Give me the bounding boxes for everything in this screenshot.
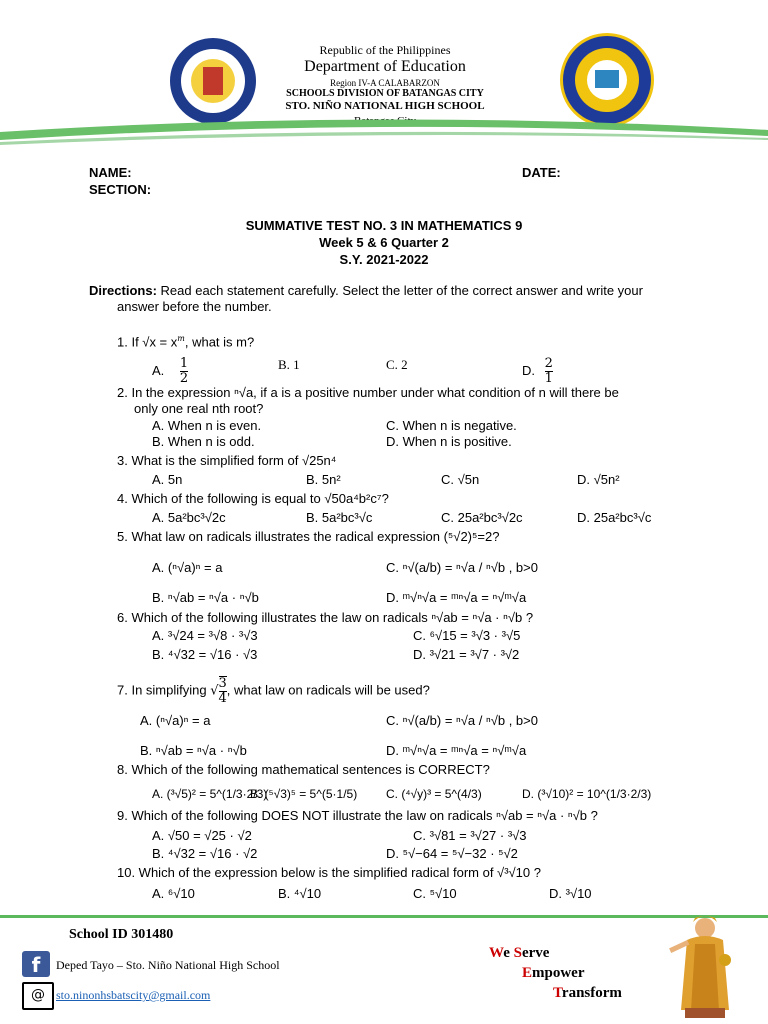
q7-option-d: D. ᵐ√ⁿ√a = ᵐⁿ√a = ⁿ√ᵐ√a — [386, 743, 527, 758]
name-label: NAME: — [89, 165, 132, 180]
q2-option-b: B. When n is odd. — [152, 434, 255, 449]
q4-option-b: B. 5a²bc³√c — [306, 510, 373, 525]
q4-option-a: A. 5a²bc³√2c — [152, 510, 226, 525]
q6-option-a: A. ³√24 = ³√8 · ³√3 — [152, 628, 258, 643]
footer-divider — [0, 915, 768, 918]
q3-option-a: A. 5n — [152, 472, 183, 487]
q4-option-d: D. 25a²bc³√c — [577, 510, 652, 525]
q9-option-d: D. ⁵√−64 = ⁵√−32 · ⁵√2 — [386, 846, 518, 861]
header-division: SCHOOLS DIVISION OF BATANGAS CITY — [286, 88, 484, 99]
q10-option-c: C. ⁵√10 — [413, 886, 457, 901]
q5-option-d: D. ᵐ√ⁿ√a = ᵐⁿ√a = ⁿ√ᵐ√a — [386, 590, 527, 605]
test-week: Week 5 & 6 Quarter 2 — [319, 235, 449, 250]
facebook-page[interactable]: Deped Tayo – Sto. Niño National High School — [56, 958, 280, 972]
question-2-line-2: only one real nth root? — [134, 401, 264, 416]
q10-option-a: A. ⁶√10 — [152, 886, 195, 901]
facebook-icon: f — [22, 951, 50, 977]
question-9: 9. Which of the following DOES NOT illustrate the law on radicals ⁿ√ab = ⁿ√a · ⁿ√b ? — [117, 808, 598, 823]
q9-option-a: A. √50 = √25 · √2 — [152, 828, 252, 843]
motto-line-3: Transform — [553, 985, 622, 1001]
directions — [89, 283, 709, 299]
motto-line-1: We Serve — [489, 945, 550, 961]
header-swoosh-divider — [0, 112, 768, 152]
q5-option-b: B. ⁿ√ab = ⁿ√a · ⁿ√b — [152, 590, 259, 605]
test-title: SUMMATIVE TEST NO. 3 IN MATHEMATICS 9 — [245, 218, 523, 233]
q6-option-b: B. ⁴√32 = √16 · √3 — [152, 647, 258, 662]
santo-nino-image — [665, 910, 745, 1020]
q1-option-b: B. 1 — [278, 357, 300, 372]
q2-option-c: C. When n is negative. — [386, 418, 517, 433]
question-6: 6. Which of the following illustrates the law on radicals ⁿ√ab = ⁿ√a · ⁿ√b ? — [117, 610, 534, 625]
q8-option-c: C. (⁴√y)³ = 5^(4/3) — [386, 787, 482, 801]
q8-option-b: B. (⁵√3)⁵ = 5^(5·1/5) — [250, 787, 358, 801]
question-7: 7. In simplifying √ $\frac{3}{4}$ , what law on radicals will be used? — [117, 676, 430, 706]
q6-option-c: C. ⁶√15 = ³√3 · ³√5 — [413, 628, 521, 643]
q2-option-a: A. When n is even. — [152, 418, 262, 433]
question-2-line-1: 2. In the expression ⁿ√a, if a is a positive number under what condition of n will there be — [117, 385, 619, 400]
question-5: 5. What law on radicals illustrates the radical expression (⁵√2)⁵=2? — [117, 529, 500, 544]
q7-option-a: A. (ⁿ√a)ⁿ = a — [140, 713, 211, 728]
school-id: School ID 301480 — [69, 927, 174, 942]
q2-option-d: D. When n is positive. — [386, 434, 512, 449]
directions-text-2: answer before the number. — [117, 299, 272, 314]
header-school: STO. NIÑO NATIONAL HIGH SCHOOL — [285, 100, 485, 112]
question-3: 3. What is the simplified form of √25n⁴ — [117, 453, 337, 468]
q3-option-c: C. √5n — [441, 472, 480, 487]
question-4: 4. Which of the following is equal to √50a⁴b²c⁷? — [117, 491, 389, 506]
date-label: DATE: — [522, 165, 561, 180]
q3-option-d: D. √5n² — [577, 472, 620, 487]
email-icon: @ — [22, 982, 54, 1010]
q10-option-b: B. ⁴√10 — [278, 886, 322, 901]
header-department: Department of Education — [304, 58, 466, 75]
q8-option-a: A. (³√5)² = 5^(1/3·2/3) — [152, 787, 268, 801]
header-republic: Republic of the Philippines — [319, 43, 451, 57]
q3-option-b: B. 5n² — [306, 472, 341, 487]
q9-option-c: C. ³√81 = ³√27 · ³√3 — [413, 828, 527, 843]
q5-option-a: A. (ⁿ√a)ⁿ = a — [152, 560, 223, 575]
q4-option-c: C. 25a²bc³√2c — [441, 510, 523, 525]
email-link[interactable]: sto.ninonhsbatscity@gmail.com — [56, 988, 211, 1002]
header-region: Region IV-A CALABARZON — [330, 78, 440, 88]
question-10: 10. Which of the expression below is the simplified radical form of √³√10 ? — [117, 865, 541, 880]
q1-option-a: A. $\frac{1}{2}$ — [152, 356, 189, 386]
question-1: 1. If $√x = x^m$, what is m? — [117, 334, 255, 350]
directions-label: Directions: — [89, 283, 157, 298]
q7-option-b: B. ⁿ√ab = ⁿ√a · ⁿ√b — [140, 743, 247, 758]
motto-line-2: Empower — [522, 965, 585, 981]
section-label: SECTION: — [89, 182, 152, 197]
q1-option-d: D. $\frac{2}{1}$ — [522, 356, 553, 386]
q5-option-c: C. ⁿ√(a/b) = ⁿ√a / ⁿ√b , b>0 — [386, 560, 538, 575]
q9-option-b: B. ⁴√32 = √16 · √2 — [152, 846, 258, 861]
directions-text: Read each statement carefully. Select the letter of the correct answer and write your — [156, 283, 643, 298]
question-8: 8. Which of the following mathematical sentences is CORRECT? — [117, 762, 490, 777]
q8-option-d: D. (³√10)² = 10^(1/3·2/3) — [522, 787, 652, 801]
q6-option-d: D. ³√21 = ³√7 · ³√2 — [413, 647, 520, 662]
q1-option-c: C. 2 — [386, 357, 408, 372]
q7-option-c: C. ⁿ√(a/b) = ⁿ√a / ⁿ√b , b>0 — [386, 713, 538, 728]
test-school-year: S.Y. 2021-2022 — [339, 252, 429, 267]
q10-option-d: D. ³√10 — [549, 886, 592, 901]
